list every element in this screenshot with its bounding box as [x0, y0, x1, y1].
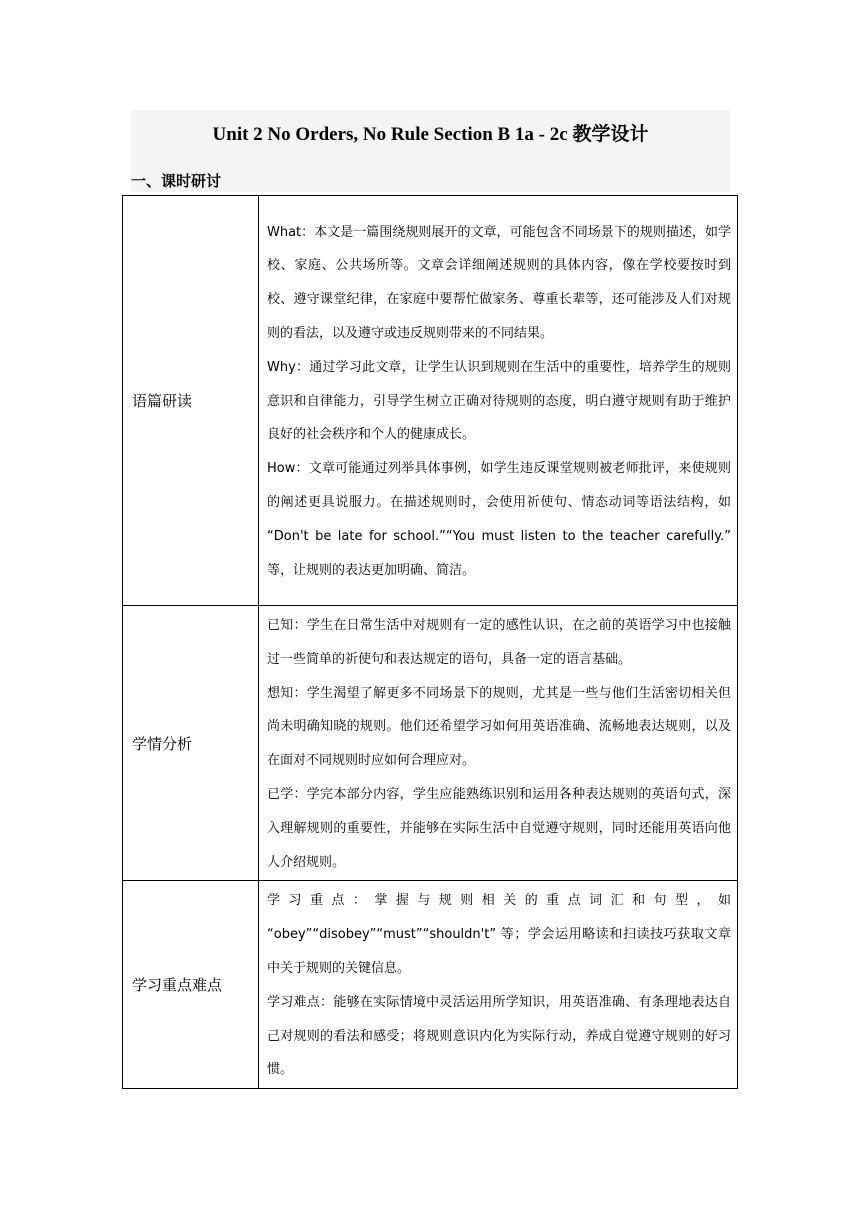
content-paragraph: 学习难点：能够在实际情境中灵活运用所学知识，用英语准确、有条理地表达自己对规则的看法和感受；将规则意识内化为实际行动，养成自觉遵守规则的好习惯。	[267, 994, 731, 1078]
table-row-learner-analysis	[123, 606, 738, 881]
content-paragraph: 已知：学生在日常生活中对规则有一定的感性认识，在之前的英语学习中也接触过一些简单的祈使句和表达规定的语句，具备一定的语言基础。	[267, 618, 731, 667]
content-paragraph: How：文章可能通过列举具体事例，如学生违反课堂规则被老师批评，来使规则的阐述更具说服力。在描述规则时，会使用祈使句、情态动词等语法结构，如 “Don't be late for school.”“You must listen to the teacher carefully.” 等，让规则的表达更加明确、简洁。	[267, 461, 731, 578]
document-title: Unit 2 No Orders, No Rule Section B 1a - 2c 教学设计	[212, 124, 649, 145]
content-paragraph: 已学：学完本部分内容，学生应能熟练识别和运用各种表达规则的英语句式，深入理解规则的重要性，并能够在实际生活中自觉遵守规则，同时还能用英语向他人介绍规则。	[267, 786, 731, 870]
table-row-text-study	[123, 196, 738, 606]
content-paragraph: 想知：学生渴望了解更多不同场景下的规则，尤其是一些与他们生活密切相关但尚未明确知晓的规则。他们还希望学习如何用英语准确、流畅地表达规则，以及在面对不同规则时应如何合理应对。	[267, 685, 731, 769]
row-label: 语篇研读	[123, 196, 259, 606]
row-label: 学习重点难点	[123, 881, 259, 1089]
content-paragraph: Why：通过学习此文章，让学生认识到规则在生活中的重要性，培养学生的规则意识和自律能力，引导学生树立正确对待规则的态度，明白遵守规则有助于维护良好的社会秩序和个人的健康成长。	[267, 359, 731, 443]
row-content	[259, 196, 738, 606]
row-content	[259, 606, 738, 881]
row-content	[259, 881, 738, 1089]
content-paragraph: What：本文是一篇围绕规则展开的文章，可能包含不同场景下的规则描述，如学校、家庭、公共场所等。文章会详细阐述规则的具体内容，像在学校要按时到校、遵守课堂纪律，在家庭中要帮忙做家务、尊重长辈等，还可能涉及人们对规则的看法，以及遵守或违反规则带来的不同结果。	[267, 224, 731, 341]
content-paragraph: 学习重点：掌握与规则相关的重点词汇和句型，如 “obey”“disobey”“must”“shouldn't” 等；学会运用略读和扫读技巧获取文章中关于规则的关键信息。	[267, 893, 731, 976]
table-row-key-points	[123, 881, 738, 1089]
section-heading: 一、课时研讨	[131, 172, 222, 190]
row-label: 学情分析	[123, 606, 259, 881]
lesson-design-table	[122, 195, 738, 1089]
